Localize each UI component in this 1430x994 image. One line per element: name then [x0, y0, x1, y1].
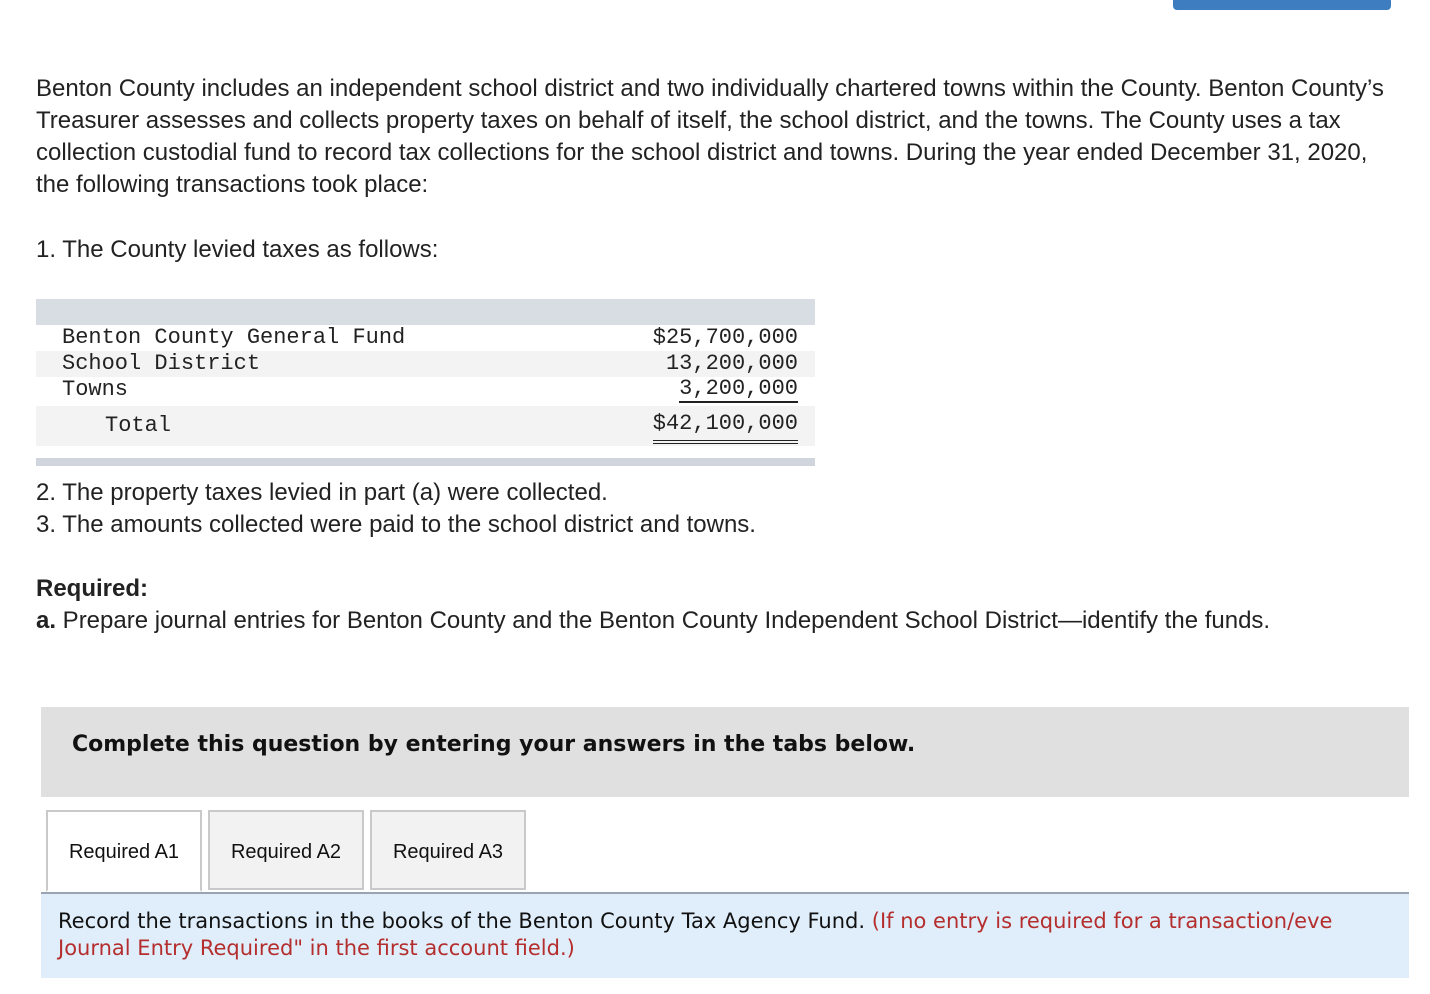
tab-required-a1[interactable]: Required A1	[46, 810, 202, 892]
tab-bar	[41, 810, 1409, 894]
levy-amount: $25,700,000	[652, 325, 798, 350]
transaction-2: 2. The property taxes levied in part (a) were collected.	[36, 479, 608, 506]
instruction-text: Complete this question by entering your answers in the tabs below.	[72, 732, 916, 757]
instruction-box	[41, 707, 1409, 797]
levy-row-towns	[36, 377, 815, 403]
transaction-1: 1. The County levied taxes as follows:	[36, 236, 439, 263]
levy-amount: 3,200,000	[679, 376, 798, 401]
levy-table-footer	[36, 458, 815, 466]
required-a-label: a.	[36, 607, 57, 634]
transaction-3: 3. The amounts collected were paid to the school district and towns.	[36, 511, 756, 538]
panel-hint-line1: (If no entry is required for a transaction/eve	[871, 909, 1333, 933]
levy-label: School District	[62, 351, 261, 376]
required-heading: Required:	[36, 575, 149, 602]
problem-intro: Benton County includes an independent school district and two individually chartered towns within the County. Benton County’s Treasurer assesses and collects property taxes on behalf of itself, the school district, and the towns. The County uses a tax collection custodial fund to record tax collections for the school district and towns. During the year ended December 31, 2020, the following transactions took place:	[36, 75, 1384, 198]
levy-label: Towns	[62, 377, 129, 402]
panel-main-text: Record the transactions in the books of the Benton County Tax Agency Fund.	[58, 909, 866, 933]
levy-row-total	[36, 406, 815, 446]
levy-total-label: Total	[105, 413, 172, 438]
levy-amount: 13,200,000	[665, 351, 798, 376]
top-action-button[interactable]	[1173, 0, 1391, 10]
tab-required-a2[interactable]: Required A2	[208, 810, 364, 890]
tab-required-a3[interactable]: Required A3	[370, 810, 526, 890]
levy-row-school-district	[36, 351, 815, 377]
panel-instructions	[58, 908, 1409, 962]
levy-table	[36, 299, 815, 466]
levy-row-general-fund	[36, 325, 815, 351]
tab-panel	[41, 894, 1409, 978]
levy-label: Benton County General Fund	[62, 325, 406, 350]
required-section	[36, 573, 1396, 637]
levy-table-header	[36, 299, 815, 325]
required-a	[36, 605, 1396, 637]
required-a-text: Prepare journal entries for Benton County and the Benton County Independent School District—identify the funds.	[56, 607, 1271, 634]
panel-hint-line2: Journal Entry Required" in the first account field.)	[58, 936, 575, 960]
levy-total-amount: $42,100,000	[653, 408, 798, 444]
transactions-2-3	[36, 477, 756, 541]
